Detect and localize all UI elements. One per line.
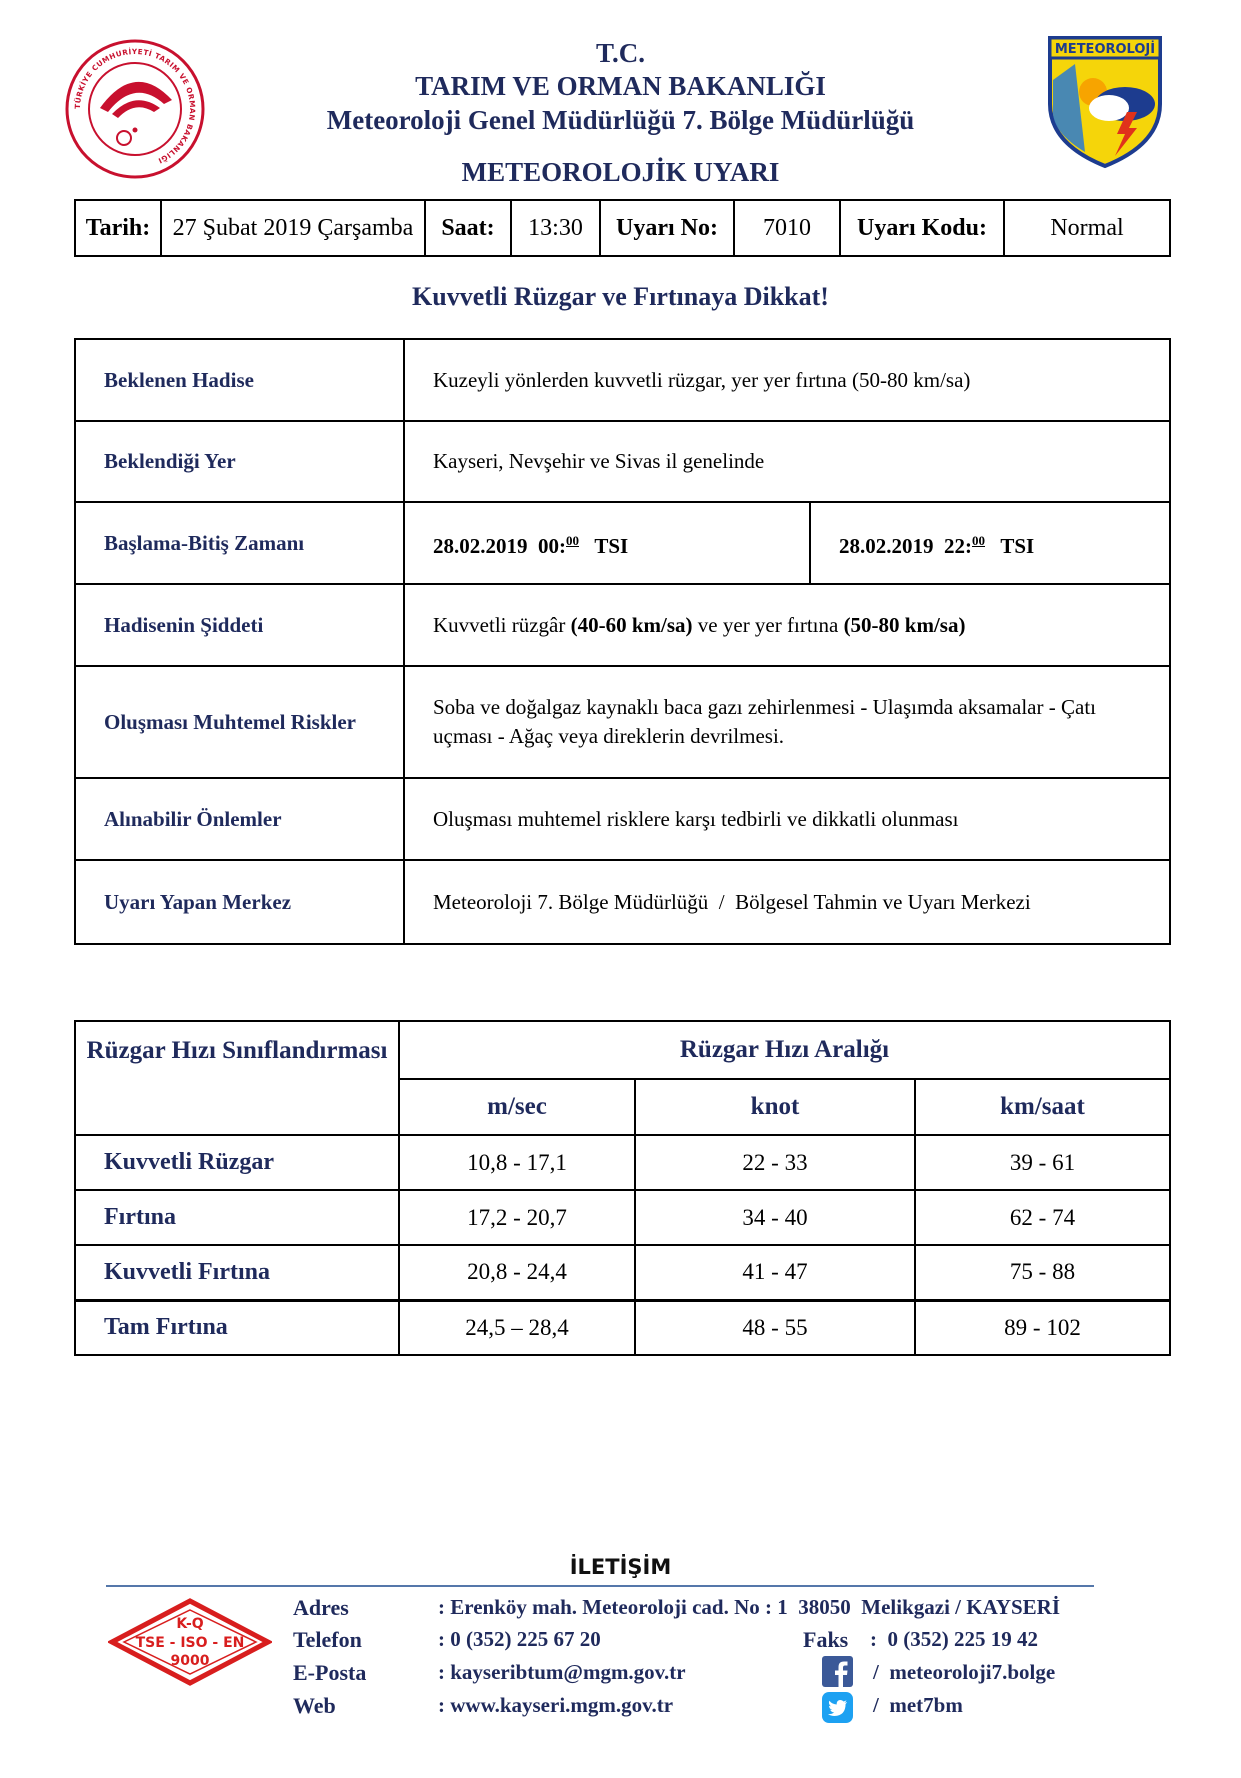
time-value: 13:30 (511, 200, 600, 256)
web-value[interactable]: : www.kayseri.mgm.gov.tr (438, 1693, 674, 1717)
email-label: E-Posta (293, 1660, 367, 1685)
warning-headline: Kuvvetli Rüzgar ve Fırtınaya Dikkat! (412, 282, 829, 311)
twitter-icon[interactable] (822, 1692, 853, 1723)
start-date: 28.02.2019 (433, 533, 528, 558)
wind-kmh-value: 39 - 61 (915, 1135, 1170, 1190)
fax-label: Faks (803, 1627, 849, 1652)
severity-range-2: (50-80 km/sa) (843, 612, 966, 637)
fax-value: : 0 (352) 225 19 42 (870, 1627, 1038, 1651)
end-hour: 22: (944, 533, 972, 558)
issuing-center-label: Uyarı Yapan Merkez (75, 860, 404, 944)
wind-class-name: Kuvvetli Rüzgar (75, 1135, 399, 1190)
expected-event-value: Kuzeyli yönlerden kuvvetli rüzgar, yer yer fırtına (50-80 km/sa) (404, 339, 1170, 421)
svg-text:9000: 9000 (170, 1653, 210, 1669)
svg-text:METEOROLOJİ: METEOROLOJİ (1054, 42, 1156, 57)
date-label: Tarih: (75, 200, 161, 256)
unit-knot-header: knot (635, 1079, 915, 1135)
end-time-cell (810, 502, 1170, 584)
wind-ms-value: 24,5 – 28,4 (399, 1300, 635, 1355)
document-title: METEOROLOJİK UYARI (461, 157, 780, 187)
start-minutes: 00 (566, 532, 579, 548)
phone-value: : 0 (352) 225 67 20 (438, 1627, 601, 1651)
svg-text:TÜRKİYE CUMHURİYETİ TARIM VE O: TÜRKİYE CUMHURİYETİ TARIM VE ORMAN BAKANLIĞI (72, 46, 198, 166)
wind-knot-value: 22 - 33 (635, 1135, 915, 1190)
svg-text:K-Q: K-Q (176, 1616, 204, 1632)
end-minutes: 00 (972, 532, 985, 548)
phone-label: Telefon (293, 1627, 362, 1652)
wind-knot-value: 34 - 40 (635, 1190, 915, 1245)
twitter-handle[interactable]: / met7bm (873, 1693, 963, 1717)
severity-value (404, 584, 1170, 666)
severity-range-1: (40-60 km/sa) (570, 612, 693, 637)
end-date: 28.02.2019 (839, 533, 934, 558)
header-tc: T.C. (595, 38, 645, 68)
expected-place-value: Kayseri, Nevşehir ve Sivas il genelinde (404, 421, 1170, 502)
address-label: Adres (293, 1595, 349, 1620)
start-hour: 00: (538, 533, 566, 558)
address-value: : Erenköy mah. Meteoroloji cad. No : 1 38050 Melikgazi / KAYSERİ (438, 1595, 1061, 1619)
table-row (75, 1190, 1170, 1245)
warning-code-value: Normal (1004, 200, 1170, 256)
issuing-center-value: Meteoroloji 7. Bölge Müdürlüğü / Bölgesel Tahmin ve Uyarı Merkezi (404, 860, 1170, 944)
web-label: Web (293, 1693, 336, 1718)
risks-value: Soba ve doğalgaz kaynaklı baca gazı zehirlenmesi - Ulaşımda aksamalar - Çatı uçması - Ağaç veya direklerin devrilmesi. (404, 666, 1170, 778)
header-ministry: TARIM VE ORMAN BAKANLIĞI (415, 71, 826, 101)
severity-text-1: Kuvvetli rüzgâr (433, 612, 571, 637)
time-range-label: Başlama-Bitiş Zamanı (75, 502, 404, 584)
wind-kmh-value: 89 - 102 (915, 1300, 1170, 1355)
wind-ms-value: 10,8 - 17,1 (399, 1135, 635, 1190)
expected-event-label: Beklenen Hadise (75, 339, 404, 421)
tse-iso-badge (108, 1598, 272, 1686)
wind-knot-value: 48 - 55 (635, 1300, 915, 1355)
unit-kmh-header: km/saat (915, 1079, 1170, 1135)
unit-ms-header: m/sec (399, 1079, 635, 1135)
time-label: Saat: (425, 200, 511, 256)
contact-title: İLETİŞİM (569, 1555, 672, 1579)
wind-kmh-value: 75 - 88 (915, 1245, 1170, 1300)
wind-class-name: Fırtına (75, 1190, 399, 1245)
warning-no-label: Uyarı No: (600, 200, 734, 256)
header-directorate: Meteoroloji Genel Müdürlüğü 7. Bölge Müdürlüğü (326, 105, 915, 135)
warning-info-table (74, 199, 1171, 257)
warning-code-label: Uyarı Kodu: (840, 200, 1004, 256)
measures-value: Oluşması muhtemel risklere karşı tedbirli ve dikkatli olunması (404, 778, 1170, 860)
wind-class-header: Rüzgar Hızı Sınıflandırması (75, 1021, 399, 1135)
warning-details-table (74, 338, 1171, 945)
start-time-cell (404, 502, 810, 584)
date-value: 27 Şubat 2019 Çarşamba (161, 200, 425, 256)
facebook-icon[interactable] (822, 1656, 853, 1687)
start-timezone: TSI (594, 533, 629, 558)
wind-knot-value: 41 - 47 (635, 1245, 915, 1300)
wind-speed-table (74, 1020, 1171, 1356)
wind-class-name: Kuvvetli Fırtına (75, 1245, 399, 1300)
wind-ms-value: 20,8 - 24,4 (399, 1245, 635, 1300)
risks-label: Oluşması Muhtemel Riskler (75, 666, 404, 778)
wind-range-header: Rüzgar Hızı Aralığı (399, 1021, 1170, 1079)
table-row (75, 1300, 1170, 1355)
end-timezone: TSI (1000, 533, 1035, 558)
warning-no-value: 7010 (734, 200, 840, 256)
severity-label: Hadisenin Şiddeti (75, 584, 404, 666)
expected-place-label: Beklendiği Yer (75, 421, 404, 502)
contact-divider (106, 1585, 1094, 1587)
email-value[interactable]: : kayseribtum@mgm.gov.tr (438, 1660, 686, 1684)
wind-kmh-value: 62 - 74 (915, 1190, 1170, 1245)
measures-label: Alınabilir Önlemler (75, 778, 404, 860)
wind-class-name: Tam Fırtına (75, 1300, 399, 1355)
facebook-handle[interactable]: / meteoroloji7.bolge (873, 1660, 1056, 1684)
severity-text-2: ve yer yer fırtına (692, 612, 844, 637)
svg-text:TSE - ISO - EN: TSE - ISO - EN (135, 1635, 245, 1651)
table-row (75, 1245, 1170, 1300)
wind-ms-value: 17,2 - 20,7 (399, 1190, 635, 1245)
table-row (75, 1135, 1170, 1190)
